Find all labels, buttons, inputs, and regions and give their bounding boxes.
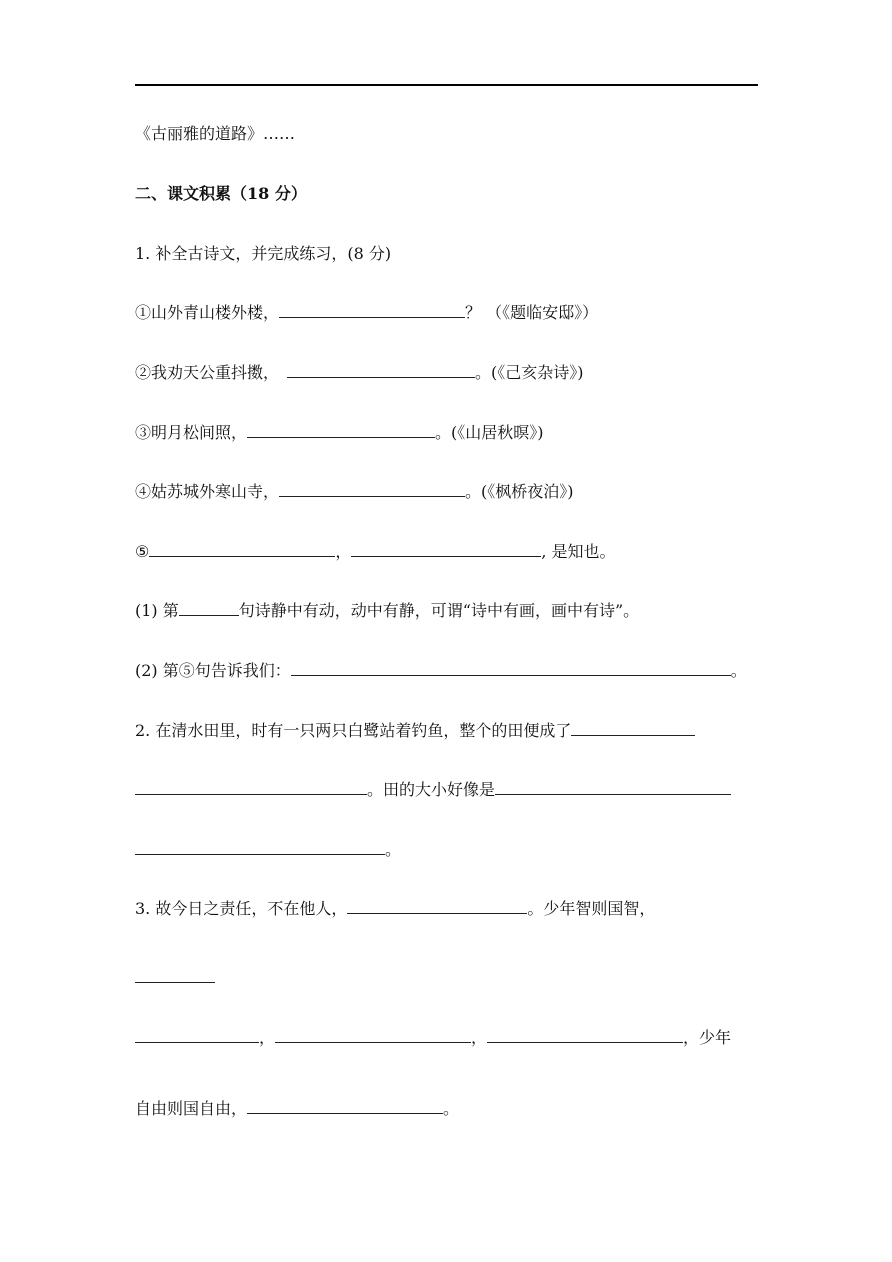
answer-blank[interactable] (287, 363, 475, 378)
top-fragment: 《古丽雅的道路》…… (135, 124, 296, 143)
q1-sub-2 (135, 661, 747, 681)
answer-blank[interactable] (351, 542, 541, 557)
q2-line-1 (135, 721, 695, 741)
q1-line-3-source: 。(《山居秋暝》) (435, 423, 544, 442)
q3-cont: 自由则国自由， (135, 1099, 248, 1118)
answer-blank[interactable] (135, 840, 385, 855)
q3-tail: ，少年 (683, 1028, 732, 1047)
q1-line-5 (135, 542, 616, 562)
q1-line-2 (135, 363, 584, 383)
q1-line-4-source: 。(《枫桥夜泊》) (465, 482, 574, 501)
header-rule (135, 84, 758, 86)
answer-blank[interactable] (347, 899, 527, 914)
q1-line-1 (135, 303, 598, 323)
q2-line-3 (135, 840, 401, 860)
q2-line-2 (135, 780, 731, 800)
q1-line-2-text: ②我劝天公重抖擞， (135, 363, 280, 382)
q1-line-5-end: , 是知也。 (541, 542, 616, 561)
answer-blank[interactable] (487, 1028, 683, 1043)
q1-stem: 1. 补全古诗文，并完成练习，(8 分) (135, 244, 392, 263)
q3-mid: 。少年智则国智， (527, 899, 656, 918)
q3-line-1 (135, 899, 655, 919)
q2-text: 2. 在清水田里，时有一只两只白鹭站着钓鱼，整个的田便成了 (135, 721, 572, 740)
answer-blank[interactable] (135, 968, 215, 983)
answer-blank[interactable] (275, 1028, 471, 1043)
q3-end: 。 (443, 1099, 460, 1118)
answer-blank[interactable] (149, 542, 335, 557)
q3-sep-1: ， (259, 1028, 276, 1047)
answer-blank[interactable] (247, 1099, 443, 1114)
answer-blank[interactable] (179, 601, 239, 616)
q1-line-1-text: ①山外青山楼外楼， (135, 303, 280, 322)
answer-blank[interactable] (495, 780, 731, 795)
answer-blank[interactable] (135, 1028, 259, 1043)
q1-sub-2-post: 。 (730, 661, 747, 680)
answer-blank[interactable] (279, 482, 465, 497)
q1-sub-1-post: 句诗静中有动，动中有静，可谓“诗中有画，画中有诗”。 (238, 601, 640, 620)
answer-blank[interactable] (135, 780, 367, 795)
section-title: 二、课文积累（18 分） (135, 184, 307, 203)
q3-line-4 (135, 1099, 459, 1119)
answer-blank[interactable] (279, 303, 465, 318)
q1-line-4 (135, 482, 574, 502)
q2-end: 。 (385, 840, 402, 859)
q3-line-3 (135, 1028, 731, 1048)
q1-line-2-source: 。(《己亥杂诗》) (475, 363, 584, 382)
answer-blank[interactable] (571, 721, 695, 736)
q1-line-3 (135, 423, 544, 443)
q1-line-4-text: ④姑苏城外寒山寺， (135, 482, 280, 501)
q1-line-1-source: ？ （《题临安邸》） (465, 303, 599, 322)
q1-sub-1 (135, 601, 639, 621)
q1-sub-2-pre: (2) 第⑤句告诉我们： (135, 661, 291, 680)
answer-blank[interactable] (247, 423, 435, 438)
q3-line-2 (135, 968, 215, 988)
q3-text: 3. 故今日之责任，不在他人， (135, 899, 348, 918)
q1-sub-1-pre: (1) 第 (135, 601, 179, 620)
q1-line-5-sep: ， (335, 542, 352, 561)
q3-sep-2: ， (471, 1028, 488, 1047)
q1-line-5-num: ⑤ (135, 542, 150, 561)
q2-mid: 。田的大小好像是 (367, 780, 496, 799)
answer-blank[interactable] (291, 661, 731, 676)
q1-line-3-text: ③明月松间照， (135, 423, 248, 442)
